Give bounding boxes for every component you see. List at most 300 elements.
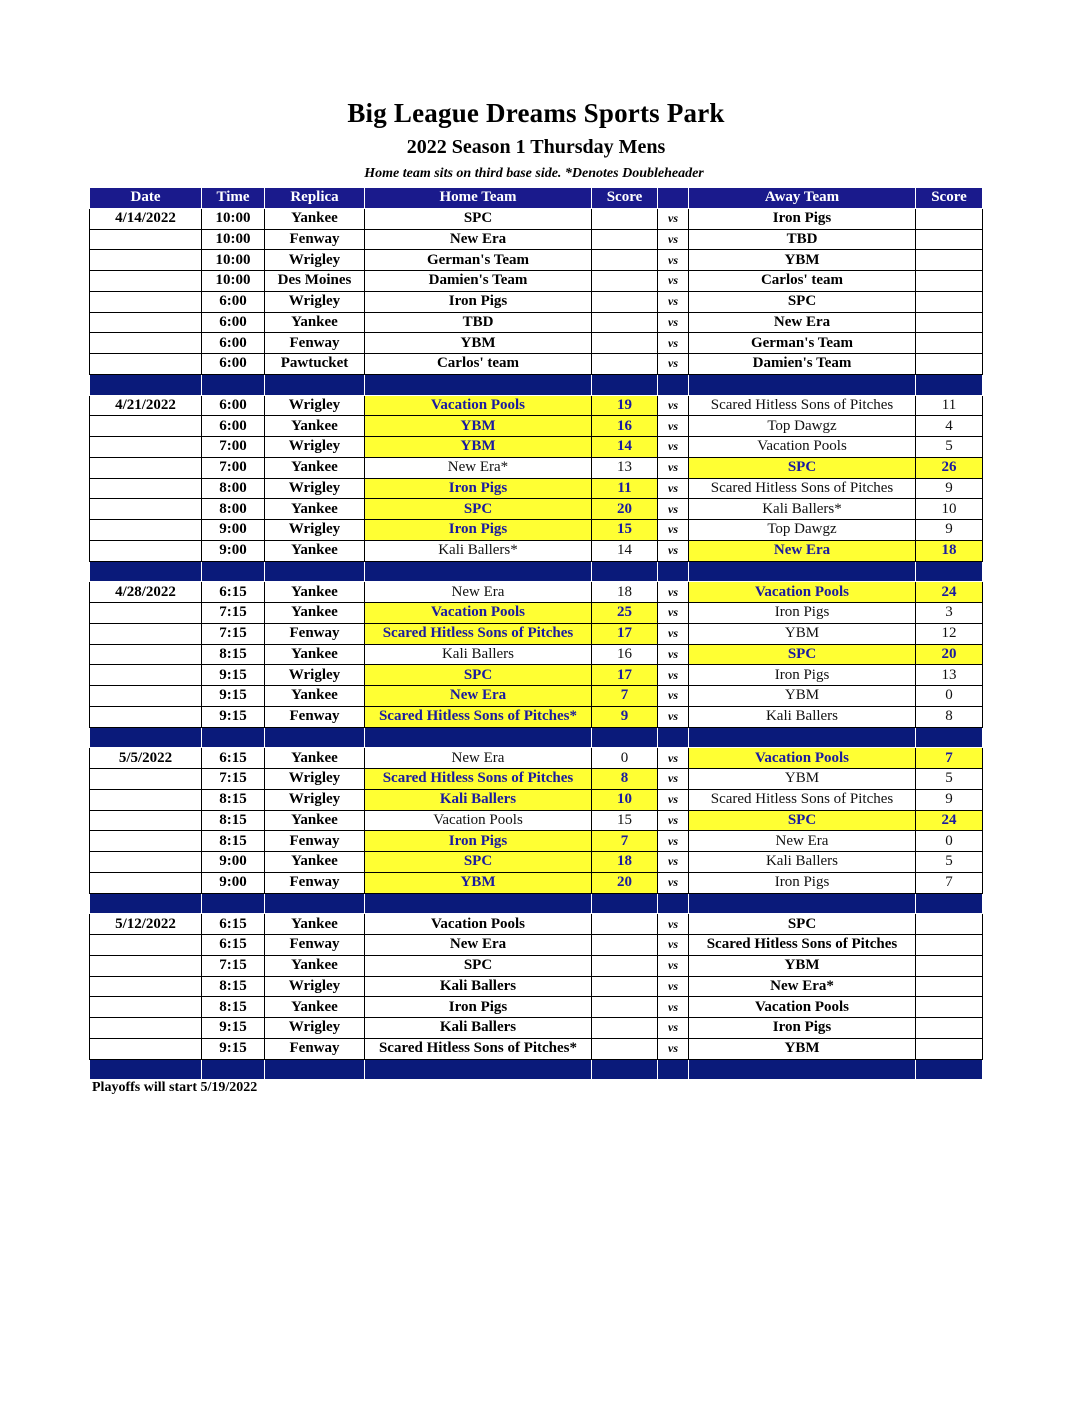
col-header-home-score: Score [592, 188, 658, 209]
replica-cell: Yankee [265, 416, 365, 437]
date-cell [90, 291, 202, 312]
time-cell: 6:15 [202, 748, 265, 769]
home-team-cell: SPC [365, 665, 592, 686]
table-row [90, 706, 983, 727]
separator-cell [658, 893, 689, 914]
away-team-cell: YBM [689, 623, 916, 644]
date-cell [90, 312, 202, 333]
time-cell: 6:00 [202, 416, 265, 437]
away-team-cell: New Era [689, 312, 916, 333]
away-score-cell [916, 208, 983, 229]
date-cell [90, 603, 202, 624]
home-score-cell: 7 [592, 686, 658, 707]
schedule-note: Home team sits on third base side. *Denotes Doubleheader [364, 166, 704, 181]
home-score-cell [592, 291, 658, 312]
replica-cell: Yankee [265, 748, 365, 769]
away-score-cell: 11 [916, 395, 983, 416]
page-subtitle: 2022 Season 1 Thursday Mens [406, 136, 666, 158]
time-cell: 8:15 [202, 976, 265, 997]
away-score-cell: 0 [916, 686, 983, 707]
separator-cell [592, 374, 658, 395]
time-cell: 9:00 [202, 520, 265, 541]
separator-cell [592, 893, 658, 914]
away-score-cell [916, 291, 983, 312]
away-team-cell: TBD [689, 229, 916, 250]
away-score-cell: 4 [916, 416, 983, 437]
col-header-time: Time [202, 188, 265, 209]
date-cell [90, 416, 202, 437]
time-cell: 7:15 [202, 623, 265, 644]
home-team-cell: Kali Ballers [365, 644, 592, 665]
home-score-cell: 18 [592, 852, 658, 873]
separator-cell [592, 1059, 658, 1080]
away-score-cell: 20 [916, 644, 983, 665]
replica-cell: Wrigley [265, 437, 365, 458]
away-score-cell: 5 [916, 437, 983, 458]
away-score-cell [916, 354, 983, 375]
time-cell: 8:15 [202, 810, 265, 831]
replica-cell: Yankee [265, 955, 365, 976]
home-score-cell: 15 [592, 520, 658, 541]
home-team-cell: Iron Pigs [365, 520, 592, 541]
date-cell [90, 540, 202, 561]
away-team-cell: Top Dawgz [689, 416, 916, 437]
date-cell: 5/12/2022 [90, 914, 202, 935]
vs-cell: vs [658, 935, 689, 956]
away-score-cell [916, 333, 983, 354]
replica-cell: Fenway [265, 333, 365, 354]
home-score-cell: 7 [592, 831, 658, 852]
away-score-cell [916, 1038, 983, 1059]
home-score-cell: 18 [592, 582, 658, 603]
home-team-cell: Iron Pigs [365, 291, 592, 312]
replica-cell: Wrigley [265, 395, 365, 416]
separator-cell [365, 893, 592, 914]
separator-cell [202, 893, 265, 914]
home-score-cell [592, 354, 658, 375]
vs-cell: vs [658, 831, 689, 852]
away-team-cell: Kali Ballers* [689, 499, 916, 520]
col-header-date: Date [90, 188, 202, 209]
separator-cell [658, 727, 689, 748]
vs-cell: vs [658, 208, 689, 229]
time-cell: 6:15 [202, 935, 265, 956]
separator-cell [689, 561, 916, 582]
replica-cell: Des Moines [265, 271, 365, 292]
away-team-cell: Vacation Pools [689, 997, 916, 1018]
vs-cell: vs [658, 416, 689, 437]
home-team-cell: SPC [365, 852, 592, 873]
table-row [90, 769, 983, 790]
date-cell [90, 623, 202, 644]
home-team-cell: Carlos' team [365, 354, 592, 375]
away-score-cell: 13 [916, 665, 983, 686]
date-cell [90, 810, 202, 831]
away-team-cell: YBM [689, 769, 916, 790]
table-row [90, 457, 983, 478]
home-team-cell: New Era [365, 935, 592, 956]
col-header-replica: Replica [265, 188, 365, 209]
home-score-cell: 14 [592, 540, 658, 561]
home-team-cell: Vacation Pools [365, 810, 592, 831]
away-team-cell: Iron Pigs [689, 1018, 916, 1039]
separator-cell [202, 374, 265, 395]
separator-cell [916, 727, 983, 748]
table-row [90, 852, 983, 873]
table-row [90, 520, 983, 541]
replica-cell: Yankee [265, 603, 365, 624]
vs-cell: vs [658, 997, 689, 1018]
separator-cell [592, 727, 658, 748]
table-row [90, 395, 983, 416]
away-score-cell [916, 976, 983, 997]
table-row [90, 250, 983, 271]
home-score-cell: 19 [592, 395, 658, 416]
home-team-cell: Vacation Pools [365, 603, 592, 624]
away-score-cell: 10 [916, 499, 983, 520]
separator-cell [202, 1059, 265, 1080]
vs-cell: vs [658, 271, 689, 292]
time-cell: 7:00 [202, 457, 265, 478]
replica-cell: Yankee [265, 312, 365, 333]
away-team-cell: YBM [689, 250, 916, 271]
away-team-cell: Scared Hitless Sons of Pitches [689, 935, 916, 956]
time-cell: 9:15 [202, 1018, 265, 1039]
table-row [90, 665, 983, 686]
vs-cell: vs [658, 603, 689, 624]
away-score-cell: 9 [916, 520, 983, 541]
separator-cell [365, 1059, 592, 1080]
home-score-cell [592, 955, 658, 976]
time-cell: 8:15 [202, 789, 265, 810]
home-score-cell: 16 [592, 416, 658, 437]
away-score-cell: 9 [916, 478, 983, 499]
home-team-cell: YBM [365, 416, 592, 437]
home-team-cell: YBM [365, 437, 592, 458]
home-team-cell: YBM [365, 333, 592, 354]
home-team-cell: New Era [365, 229, 592, 250]
week-separator-row [90, 727, 983, 748]
table-row [90, 333, 983, 354]
home-team-cell: Kali Ballers [365, 1018, 592, 1039]
away-team-cell: SPC [689, 291, 916, 312]
home-score-cell: 10 [592, 789, 658, 810]
vs-cell: vs [658, 852, 689, 873]
home-team-cell: TBD [365, 312, 592, 333]
home-score-cell [592, 333, 658, 354]
replica-cell: Wrigley [265, 976, 365, 997]
away-score-cell [916, 229, 983, 250]
home-score-cell: 0 [592, 748, 658, 769]
table-row [90, 271, 983, 292]
separator-cell [689, 893, 916, 914]
date-cell [90, 789, 202, 810]
away-team-cell: YBM [689, 686, 916, 707]
away-team-cell: Top Dawgz [689, 520, 916, 541]
date-cell [90, 354, 202, 375]
home-score-cell: 13 [592, 457, 658, 478]
home-score-cell: 20 [592, 872, 658, 893]
replica-cell: Yankee [265, 997, 365, 1018]
home-team-cell: Iron Pigs [365, 997, 592, 1018]
away-team-cell: Iron Pigs [689, 603, 916, 624]
separator-cell [689, 727, 916, 748]
replica-cell: Fenway [265, 1038, 365, 1059]
vs-cell: vs [658, 789, 689, 810]
home-team-cell: Iron Pigs [365, 478, 592, 499]
date-cell [90, 333, 202, 354]
table-row [90, 997, 983, 1018]
vs-cell: vs [658, 395, 689, 416]
vs-cell: vs [658, 1038, 689, 1059]
away-team-cell: Iron Pigs [689, 665, 916, 686]
vs-cell: vs [658, 706, 689, 727]
time-cell: 9:15 [202, 665, 265, 686]
away-team-cell: Damien's Team [689, 354, 916, 375]
away-score-cell: 24 [916, 582, 983, 603]
home-team-cell: Kali Ballers [365, 976, 592, 997]
separator-cell [90, 374, 202, 395]
vs-cell: vs [658, 810, 689, 831]
time-cell: 6:00 [202, 395, 265, 416]
separator-cell [916, 893, 983, 914]
schedule-body [90, 208, 983, 1080]
replica-cell: Yankee [265, 810, 365, 831]
home-team-cell: YBM [365, 872, 592, 893]
separator-cell [90, 1059, 202, 1080]
replica-cell: Wrigley [265, 520, 365, 541]
separator-cell [689, 374, 916, 395]
separator-cell [916, 1059, 983, 1080]
vs-cell: vs [658, 312, 689, 333]
table-row [90, 935, 983, 956]
vs-cell: vs [658, 499, 689, 520]
away-team-cell: Iron Pigs [689, 872, 916, 893]
separator-cell [365, 561, 592, 582]
home-team-cell: SPC [365, 499, 592, 520]
away-score-cell: 5 [916, 769, 983, 790]
table-row [90, 623, 983, 644]
away-score-cell: 18 [916, 540, 983, 561]
replica-cell: Pawtucket [265, 354, 365, 375]
schedule-table [89, 187, 983, 1080]
home-score-cell [592, 997, 658, 1018]
vs-cell: vs [658, 623, 689, 644]
away-score-cell: 7 [916, 872, 983, 893]
away-score-cell: 9 [916, 789, 983, 810]
col-header-vs [658, 188, 689, 209]
date-cell: 4/14/2022 [90, 208, 202, 229]
home-team-cell: Vacation Pools [365, 395, 592, 416]
separator-cell [658, 1059, 689, 1080]
vs-cell: vs [658, 229, 689, 250]
header-row [90, 188, 983, 209]
away-score-cell: 5 [916, 852, 983, 873]
vs-cell: vs [658, 955, 689, 976]
time-cell: 7:00 [202, 437, 265, 458]
time-cell: 10:00 [202, 250, 265, 271]
date-cell [90, 686, 202, 707]
home-team-cell: German's Team [365, 250, 592, 271]
home-score-cell [592, 271, 658, 292]
time-cell: 8:00 [202, 478, 265, 499]
home-team-cell: Damien's Team [365, 271, 592, 292]
vs-cell: vs [658, 686, 689, 707]
week-separator-row [90, 893, 983, 914]
date-cell [90, 644, 202, 665]
away-team-cell: YBM [689, 955, 916, 976]
replica-cell: Yankee [265, 644, 365, 665]
replica-cell: Yankee [265, 540, 365, 561]
vs-cell: vs [658, 457, 689, 478]
replica-cell: Wrigley [265, 291, 365, 312]
date-cell [90, 706, 202, 727]
time-cell: 8:00 [202, 499, 265, 520]
away-team-cell: Scared Hitless Sons of Pitches [689, 478, 916, 499]
table-row [90, 478, 983, 499]
home-team-cell: New Era [365, 582, 592, 603]
away-score-cell: 12 [916, 623, 983, 644]
table-row [90, 1038, 983, 1059]
vs-cell: vs [658, 540, 689, 561]
home-team-cell: New Era [365, 748, 592, 769]
away-team-cell: Vacation Pools [689, 748, 916, 769]
playoffs-note: Playoffs will start 5/19/2022 [92, 1080, 258, 1095]
replica-cell: Wrigley [265, 769, 365, 790]
time-cell: 6:00 [202, 354, 265, 375]
replica-cell: Yankee [265, 457, 365, 478]
away-score-cell: 24 [916, 810, 983, 831]
away-team-cell: Vacation Pools [689, 437, 916, 458]
home-score-cell: 16 [592, 644, 658, 665]
table-row [90, 603, 983, 624]
home-score-cell: 25 [592, 603, 658, 624]
home-score-cell [592, 250, 658, 271]
table-row [90, 312, 983, 333]
home-score-cell [592, 935, 658, 956]
vs-cell: vs [658, 250, 689, 271]
away-team-cell: SPC [689, 914, 916, 935]
home-team-cell: SPC [365, 208, 592, 229]
away-team-cell: SPC [689, 457, 916, 478]
away-team-cell: Carlos' team [689, 271, 916, 292]
replica-cell: Wrigley [265, 478, 365, 499]
home-score-cell [592, 208, 658, 229]
date-cell [90, 499, 202, 520]
separator-cell [265, 374, 365, 395]
table-row [90, 748, 983, 769]
separator-cell [90, 561, 202, 582]
date-cell [90, 520, 202, 541]
table-row [90, 291, 983, 312]
time-cell: 6:15 [202, 914, 265, 935]
page-title: Big League Dreams Sports Park [347, 98, 725, 128]
table-row [90, 1018, 983, 1039]
away-team-cell: Scared Hitless Sons of Pitches [689, 395, 916, 416]
vs-cell: vs [658, 582, 689, 603]
date-cell [90, 852, 202, 873]
separator-cell [916, 374, 983, 395]
home-team-cell: SPC [365, 955, 592, 976]
date-cell [90, 665, 202, 686]
away-team-cell: Kali Ballers [689, 852, 916, 873]
replica-cell: Wrigley [265, 250, 365, 271]
separator-cell [916, 561, 983, 582]
col-header-home-team: Home Team [365, 188, 592, 209]
home-score-cell: 17 [592, 623, 658, 644]
separator-cell [592, 561, 658, 582]
time-cell: 8:15 [202, 997, 265, 1018]
table-row [90, 208, 983, 229]
replica-cell: Yankee [265, 499, 365, 520]
time-cell: 7:15 [202, 955, 265, 976]
separator-cell [90, 727, 202, 748]
col-header-away-score: Score [916, 188, 983, 209]
week-separator-row [90, 561, 983, 582]
separator-cell [265, 893, 365, 914]
date-cell [90, 872, 202, 893]
week-separator-row [90, 1059, 983, 1080]
date-cell [90, 997, 202, 1018]
table-row [90, 540, 983, 561]
table-row [90, 229, 983, 250]
replica-cell: Fenway [265, 229, 365, 250]
home-score-cell: 11 [592, 478, 658, 499]
time-cell: 6:15 [202, 582, 265, 603]
home-team-cell: New Era* [365, 457, 592, 478]
away-score-cell: 7 [916, 748, 983, 769]
replica-cell: Wrigley [265, 789, 365, 810]
time-cell: 6:00 [202, 291, 265, 312]
table-row [90, 416, 983, 437]
date-cell [90, 935, 202, 956]
away-score-cell [916, 997, 983, 1018]
away-score-cell [916, 914, 983, 935]
away-team-cell: Kali Ballers [689, 706, 916, 727]
away-team-cell: YBM [689, 1038, 916, 1059]
table-row [90, 914, 983, 935]
table-row [90, 955, 983, 976]
vs-cell: vs [658, 520, 689, 541]
table-row [90, 976, 983, 997]
separator-cell [658, 561, 689, 582]
time-cell: 7:15 [202, 603, 265, 624]
home-score-cell: 17 [592, 665, 658, 686]
table-row [90, 437, 983, 458]
home-team-cell: Scared Hitless Sons of Pitches* [365, 706, 592, 727]
replica-cell: Fenway [265, 706, 365, 727]
replica-cell: Fenway [265, 831, 365, 852]
date-cell: 5/5/2022 [90, 748, 202, 769]
table-row [90, 789, 983, 810]
date-cell [90, 976, 202, 997]
table-row [90, 686, 983, 707]
home-team-cell: Scared Hitless Sons of Pitches [365, 623, 592, 644]
separator-cell [202, 727, 265, 748]
away-team-cell: SPC [689, 810, 916, 831]
replica-cell: Yankee [265, 686, 365, 707]
away-score-cell [916, 250, 983, 271]
home-team-cell: Scared Hitless Sons of Pitches* [365, 1038, 592, 1059]
date-cell [90, 250, 202, 271]
date-cell [90, 229, 202, 250]
time-cell: 10:00 [202, 271, 265, 292]
separator-cell [689, 1059, 916, 1080]
away-score-cell: 3 [916, 603, 983, 624]
home-score-cell [592, 229, 658, 250]
replica-cell: Yankee [265, 208, 365, 229]
away-score-cell: 0 [916, 831, 983, 852]
